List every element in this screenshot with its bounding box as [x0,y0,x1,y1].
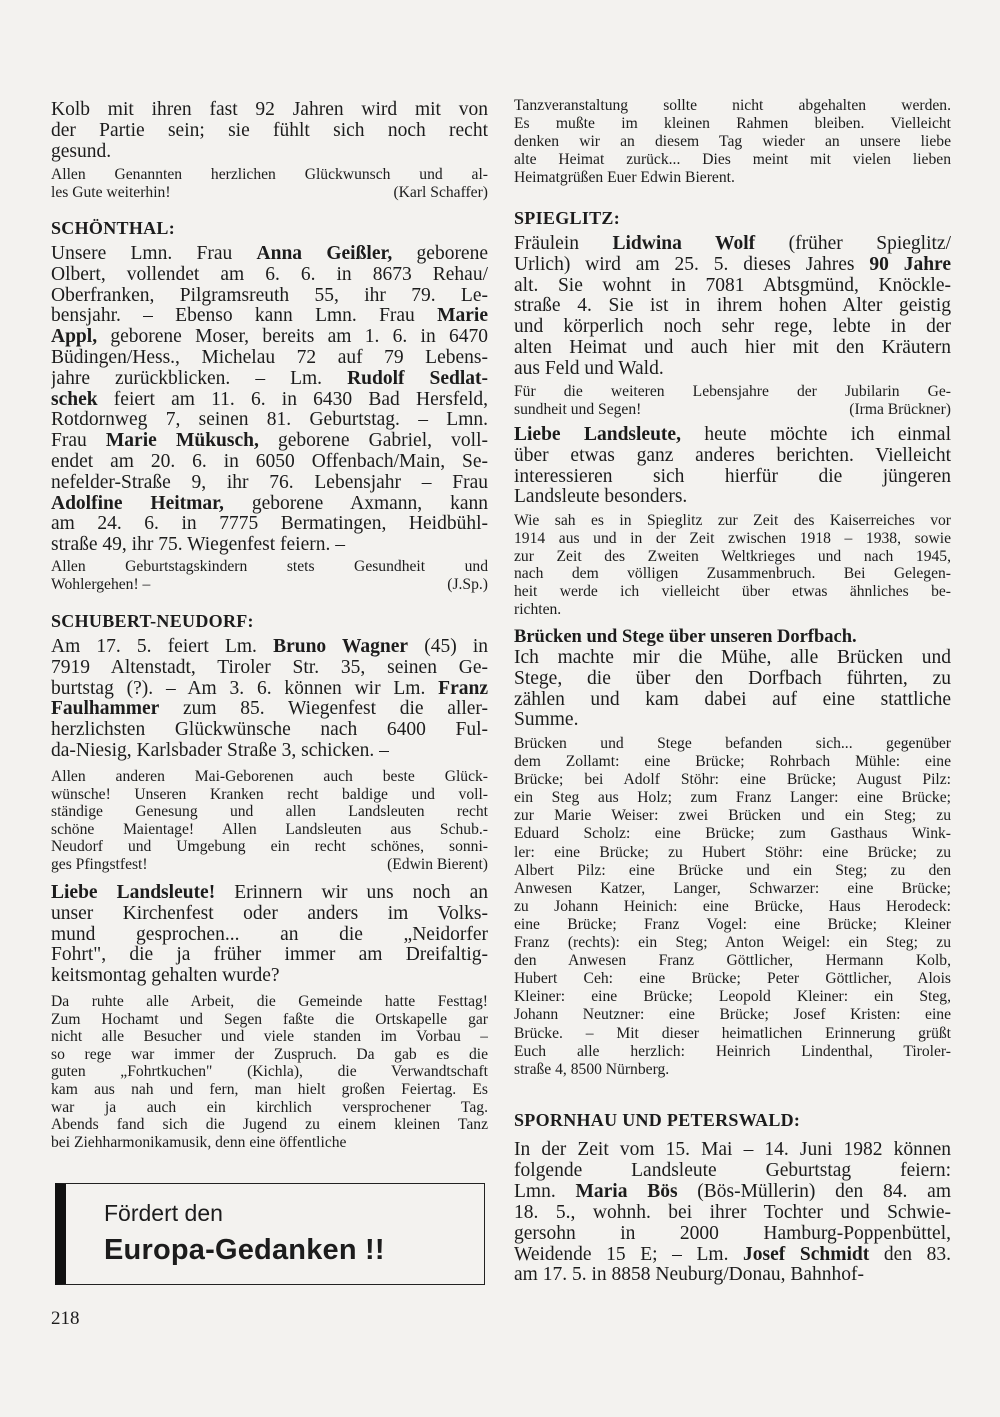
bold-name: Appl, [51,327,98,348]
author-signature: (Karl Schaffer) [393,183,488,201]
text-line: Oberfranken, Pilgramsreuth 55, ihr 79. Le- [51,285,488,306]
author-signature: (Irma Brückner) [849,400,951,418]
signature-line [51,184,488,202]
paragraph-liebe-landsleute-fohrt [51,883,488,987]
text-line: Ich machte mir die Mühe, alle Brücken und [514,648,951,668]
line-text: Wohlergehen! – [51,575,151,593]
paragraph-schubert-birthdays [51,637,488,762]
section-heading-schubert-neudorf: SCHUBERT-NEUDORF: [51,611,254,631]
text-line: Appl, geborene Moser, bereits am 1. 6. in 6470 [51,327,488,348]
text-line: Brücke. – Mit dieser heimatlichen Erinnerung grüßt [514,1024,951,1042]
text-line: ler: eine Brücke; zu Hubert Stöhr: eine Brücke; zu [514,843,951,861]
text-line: bensjahr. – Ebenso kann Lmn. Frau Marie [51,306,488,327]
text-line: zur Zeit des Zweiten Weltkrieges und nach 1945, [514,547,951,565]
text-line: 1914 aus und in der Zeit zwischen 1918 – 1938, sowie [514,529,951,547]
text-line: gersohn in 2000 Hamburg-Poppenbüttel, [514,1223,951,1244]
page-number: 218 [51,1308,80,1329]
text-line: den Anwesen Franz Göttlicher, Hermann Kolb, [514,952,951,970]
text-line: interessieren sich hierfür die jüngeren [514,466,951,487]
text-line: Neudorf und Umgebung ein recht schönes, sonni- [51,838,488,856]
text-line: straße 49, ihr 75. Wiegenfest feiern. – [51,535,345,556]
paragraph-kaiserreich [514,512,951,619]
text-line: ständige Genesung und allen Landsleuten recht [51,803,488,821]
text-line: Allen Geburtstagskindern stets Gesundheit und [51,558,488,575]
text-line: Liebe Landsleute! Erinnern wir uns noch an [51,883,488,903]
bold-name: schek [51,389,98,410]
ad-line-2: Europa-Gedanken !! [104,1234,385,1266]
bold-name: Maria Bös [575,1181,678,1202]
text-line: zählen und kam dabei auf eine stattliche [514,689,951,710]
text-line: unser Kirchenfest oder anders im Volks- [51,903,488,924]
text-line: Frau Marie Mükusch, geborene Gabriel, voll- [51,431,488,452]
bold-name: Liebe Landsleute! [51,883,216,903]
text-line: alt. Sie wohnt in 7081 Abtsgmünd, Knöckle- [514,275,951,296]
text-line: Rotdornweg 7, seinen 81. Geburtstag. – Lmn. [51,410,488,431]
bold-name: Rudolf Sedlat- [347,368,488,389]
author-signature: (J.Sp.) [447,575,488,593]
paragraph-bruecken-list [514,735,951,1079]
text-line: mund gesprochen... an die „Neidorfer [51,924,488,945]
text-line: Fräulein Lidwina Wolf (früher Spieglitz/ [514,234,951,254]
text-line: Franz (rechts): ein Steg; Anton Weigel: ein Steg; zu [514,934,951,952]
text-line: Faulhammer zum 85. Wiegenfest die aller- [51,699,488,720]
text-line: richten. [514,600,562,618]
text-line: jahre zurückblicken. – Lm. Rudolf Sedlat- [51,368,488,389]
text-line: Büdingen/Hess., Michelau 72 auf 79 Lebens- [51,347,488,368]
text-line: Olbert, vollendet am 6. 6. in 8673 Rehau/ [51,264,488,285]
bold-name: Adolfine Heitmar, [51,493,224,514]
bold-name: Marie Mükusch, [105,431,259,452]
paragraph-lidwina-wolf [514,234,951,380]
text-line: straße 4. Sie ist in ihrem hohen Alter geistig [514,296,951,317]
text-line: Landsleute besonders. [514,487,688,508]
text-line: folgende Landsleute Geburtstag feiern: [514,1160,951,1181]
bold-name: Liebe Landsleute, [514,425,681,445]
paragraph-schoenthal-birthdays [51,244,488,556]
bold-name: Franz [438,678,488,699]
text-line: Summe. [514,710,579,731]
section-heading-spornhau: SPORNHAU UND PETERSWALD: [514,1110,801,1130]
text-line: Liebe Landsleute, heute möchte ich einmal [514,425,951,445]
text-line: war ja auch ein kirchlich versprochener Tag. [51,1098,488,1116]
text-line: Lmn. Maria Bös (Bös-Müllerin) den 84. am [514,1181,951,1202]
text-line: und körperlich noch sehr rege, lebte in der [514,317,951,338]
text-line: Weidende 15 E; – Lm. Josef Schmidt den 83. [514,1244,951,1265]
text-line: straße 4, 8500 Nürnberg. [514,1060,670,1078]
paragraph-greeting-schaffer [51,166,488,201]
text-line: Adolfine Heitmar, geborene Axmann, kann [51,493,488,514]
paragraph-schoenthal-wishes [51,558,488,593]
text-line: nach dem völligen Zusammenbruch. Bei Gelegen- [514,565,951,583]
text-line: Heimatgrüßen Euer Edwin Bierent. [514,169,735,186]
text-line: In der Zeit vom 15. Mai – 14. Juni 1982 können [514,1140,951,1160]
author-signature: (Edwin Bierent) [387,855,488,873]
paragraph-tanz-continuation [514,97,951,187]
signature-line [51,576,488,594]
text-line: kam aus nah und fern, man hielt großen Feiertag. Es [51,1080,488,1098]
text-line: Zum Hochamt und Segen faßte die Ortskapelle gar [51,1010,488,1028]
text-line: zu Johann Heinich: eine Brücke, Haus Herodeck: [514,897,951,915]
section-heading-bruecken: Brücken und Stege über unseren Dorfbach. [514,627,857,647]
text-line: keitsmontag gehalten wurde? [51,966,280,987]
text-line: gesund. [51,141,112,162]
text-line: denken wir an diesem Tag wieder an unsere liebe [514,133,951,150]
text-line: guten „Fohrtkuchen" (Kichla), die Verwandtschaft [51,1063,488,1081]
signature-line [514,401,951,419]
text-line: über etwas ganz anderes berichten. Vielleicht [514,445,951,466]
text-line: Brücken und Stege befanden sich... gegenüber [514,735,951,752]
text-line: endet am 20. 6. in 6050 Offenbach/Main, Se- [51,451,488,472]
text-line: wünsche! Unseren Kranken recht baldige und voll- [51,785,488,803]
text-line: alte Heimat zurück... Dies meint mit vielen lieben [514,151,951,168]
text-line: Wie sah es in Spieglitz zur Zeit des Kaiserreiches vor [514,512,951,529]
text-line: Eduard Scholz: eine Brücke; zum Gasthaus Wink- [514,825,951,843]
text-line: Hubert Ceh: eine Brücke; Peter Göttlicher, Alois [514,970,951,988]
text-line: dem Zollamt: eine Brücke; Rohrbach Mühle: eine [514,753,951,771]
text-line: nefelder-Straße 9, ihr 76. Lebensjahr – Frau [51,472,488,493]
text-line: Brücke; bei Adolf Stöhr: eine Brücke; August Pilz: [514,771,951,789]
text-line: Es mußte im kleinen Rahmen bleiben. Vielleicht [514,115,951,132]
paragraph-bruecken-intro [514,648,951,731]
bold-name: Faulhammer [51,699,160,720]
text-line: eine Brücke; Franz Vogel: eine Brücke; Kleiner [514,915,951,933]
paragraph-liebe-landsleute-intro [514,425,951,508]
text-line: Johann Neutzner: eine Brücke; Josef Kristen: eine [514,1006,951,1024]
text-line: schek feiert am 11. 6. in 6430 Bad Hersfeld, [51,389,488,410]
bold-name: Anna Geißler, [256,244,393,264]
text-line: Urlich) wird am 25. 5. dieses Jahres 90 Jahre [514,254,951,275]
text-line: herzlichsten Glückwünsche nach 6400 Ful- [51,720,488,741]
text-line: Tanzveranstaltung sollte nicht abgehalten werden. [514,97,951,114]
text-line: nicht alle Besucher und viele standen im Vorbau – [51,1028,488,1046]
text-line: alten Heimat und auch hier mit den Kräutern [514,337,951,358]
line-text: les Gute weiterhin! [51,183,171,201]
text-line: Albert Pilz: eine Brücke und ein Steg; zu den [514,861,951,879]
text-line: Kolb mit ihren fast 92 Jahren wird mit von [51,100,488,120]
text-line: Kleiner: eine Brücke; Leopold Kleiner: ein Steg, [514,988,951,1006]
text-line: da-Niesig, Karlsbader Straße 3, schicken. – [51,740,389,761]
section-heading-schoenthal: SCHÖNTHAL: [51,218,176,238]
text-line: 7919 Altenstadt, Tiroler Str. 35, seinen Ge- [51,657,488,678]
europa-advertisement-box [55,1183,485,1285]
paragraph-schubert-wishes [51,768,488,874]
bold-name: Lidwina Wolf [612,234,756,254]
bold-name: Josef Schmidt [743,1244,870,1265]
paragraph-kolb [51,100,488,162]
text-line: 18. 5., wohnh. bei ihrer Tochter und Schwie- [514,1202,951,1223]
paragraph-fohrt-story [51,993,488,1151]
text-line: Euch alle herzlich: Heinrich Lindenthal, Tiroler- [514,1042,951,1060]
text-line: der Partie sein; sie fühlt sich noch recht [51,120,488,141]
text-line: aus Feld und Wald. [514,358,664,379]
text-line: Allen Genannten herzlichen Glückwunsch und al- [51,166,488,183]
text-line: burtstag (?). – Am 3. 6. können wir Lm. Franz [51,678,488,699]
text-line: zur Marie Weiser: zwei Brücken und ein Steg; zu [514,807,951,825]
bold-name: Marie [437,306,488,327]
line-text: ges Pfingstfest! [51,855,148,873]
paragraph-jubilarin-wishes [514,383,951,418]
section-heading-spieglitz: SPIEGLITZ: [514,208,621,228]
text-line: Am 17. 5. feiert Lm. Bruno Wagner (45) in [51,637,488,657]
text-line: Abends fand sich die Jugend zu einem kleinen Tanz [51,1116,488,1134]
line-text: sundheit und Segen! [514,400,642,418]
text-line: heit werde ich vielleicht über etwas ähnliches be- [514,583,951,601]
text-line: am 24. 6. in 7775 Bermatingen, Heidbühl- [51,514,488,535]
text-line: Unsere Lmn. Frau Anna Geißler, geborene [51,244,488,264]
text-line: Stege, die über den Dorfbach führten, zu [514,668,951,689]
text-line: ein Steg aus Holz; zum Franz Langer: eine Brücke; [514,789,951,807]
text-line: Für die weiteren Lebensjahre der Jubilarin Ge- [514,383,951,400]
text-line: Da ruhte alle Arbeit, die Gemeinde hatte Festtag! [51,993,488,1010]
text-line: Anwesen Katzer, Langer, Schwarzer: eine Brücke; [514,879,951,897]
signature-line [51,856,488,874]
bold-name: 90 Jahre [869,254,951,275]
text-line: schöne Maientage! Allen Landsleuten aus Schub.- [51,820,488,838]
paragraph-spornhau-birthdays [514,1140,951,1286]
text-line: so rege war immer der Zuspruch. Da gab es die [51,1045,488,1063]
text-line: am 17. 5. in 8858 Neuburg/Donau, Bahnhof- [514,1265,865,1286]
text-line: Fohrt", die ja früher immer am Dreifaltig- [51,945,488,966]
ad-line-1: Fördert den [104,1200,223,1226]
text-line: Allen anderen Mai-Geborenen auch beste Glück- [51,768,488,785]
text-line: bei Ziehharmonikamusik, denn eine öffentliche [51,1133,347,1151]
bold-name: Bruno Wagner [273,637,409,657]
